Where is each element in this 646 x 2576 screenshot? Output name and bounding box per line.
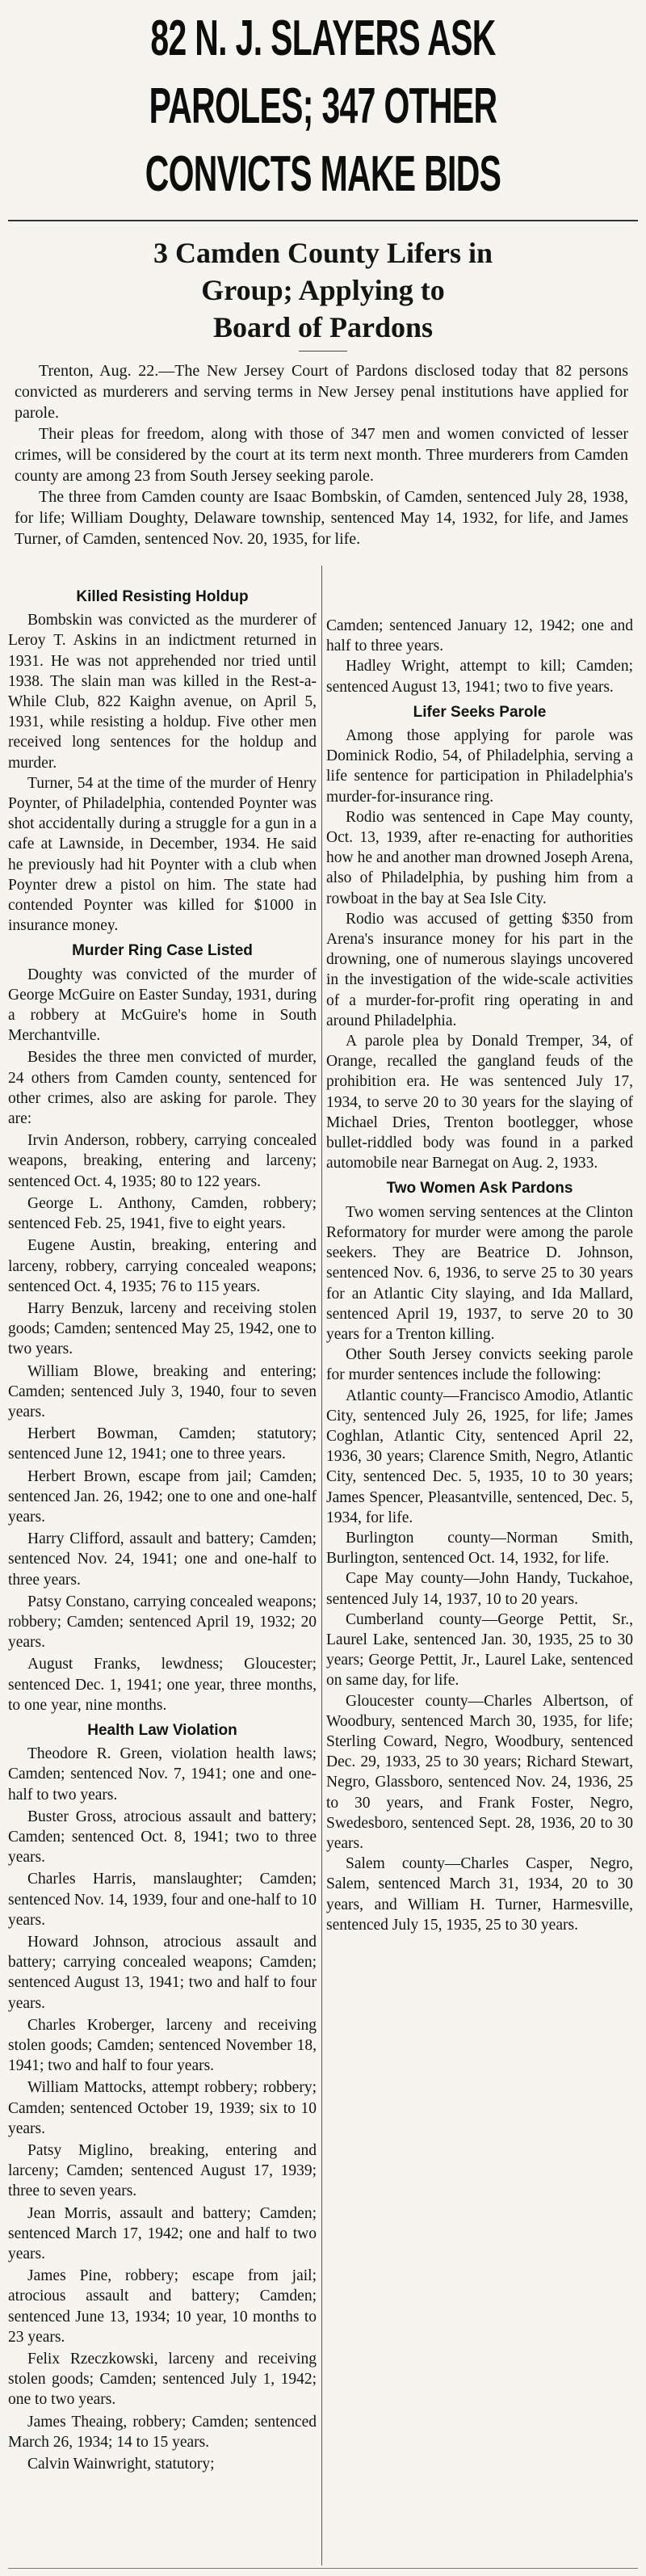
list-item: Harry Clifford, assault and battery; Camden; sentenced Nov. 24, 1941; one and one-half to three years. <box>8 1530 317 1589</box>
subheadline-line: 3 Camden County Lifers in <box>153 237 493 269</box>
section-heading: Health Law Violation <box>87 1721 237 1739</box>
article-paragraph: Turner, 54 at the time of the murder of Henry Poynter, of Philadelphia, contended Poynter was shot accidentally during a struggle for a gun in a cafe at Lawnside, in December, 1934. He said he previously had hit Poynter with a club when Poynter drew a pistol on him. The state had contended Poynter was killed for $1000 in insurance money. <box>8 774 317 935</box>
article-paragraph: Rodio was accused of getting $350 from Arena's insurance money for his part in the drowning, one of numerous slayings uncovered in the investigation of the wide-scale activities of a murder-for-profit ring operating in and around Philadelphia. <box>326 910 633 1029</box>
list-item: Cape May county—John Handy, Tuckahoe, sentenced July 14, 1937, 10 to 20 years. <box>326 1570 633 1608</box>
list-item: Salem county—Charles Casper, Negro, Salem, sentenced March 31, 1934, 20 to 30 years, and William H. Turner, Harmesville, sentenced July 15, 1935, 25 to 30 years. <box>326 1855 633 1934</box>
subheadline-line: Group; Applying to <box>201 274 445 306</box>
list-item: William Blowe, breaking and entering; Camden; sentenced July 3, 1940, four to seven years. <box>8 1362 317 1421</box>
list-item: Burlington county—Norman Smith, Burlington, sentenced Oct. 14, 1932, for life. <box>326 1529 633 1568</box>
article-paragraph: Rodio was sentenced in Cape May county, Oct. 13, 1939, after re-enacting for authorities how he and another man drowned Joseph Arena, also of Philadelphia, by pushing him from a rowboat in the bay at Sea Isle City. <box>326 808 633 907</box>
list-item: Buster Gross, atrocious assault and battery; Camden; sentenced Oct. 8, 1941; two to three years. <box>8 1808 317 1867</box>
article-paragraph: Besides the three men convicted of murder, 24 others from Camden county, sentenced for other crimes, also are asking for parole. They are: <box>8 1049 317 1128</box>
list-item: Theodore R. Green, violation health laws; Camden; sentenced Nov. 7, 1941; one and one-half to two years. <box>8 1745 317 1804</box>
headline-line: PAROLES; 347 OTHER <box>149 78 497 134</box>
headline-rule <box>8 220 638 221</box>
list-item: Jean Morris, assault and battery; Camden; sentenced March 17, 1942; one and half to two years. <box>8 2204 317 2263</box>
list-item: James Theaing, robbery; Camden; sentenced March 26, 1934; 14 to 15 years. <box>8 2413 317 2451</box>
article-paragraph: Hadley Wright, attempt to kill; Camden; sentenced August 13, 1941; two to five years. <box>326 658 633 696</box>
subheadline-line: Board of Pardons <box>212 311 434 343</box>
list-item: Charles Harris, manslaughter; Camden; sentenced Nov. 14, 1939, four and one-half to 10 years. <box>8 1871 317 1929</box>
list-item: Herbert Bowman, Camden; statutory; sentenced June 12, 1941; one to three years. <box>8 1425 317 1463</box>
bottom-rule <box>8 2568 638 2569</box>
list-item: William Mattocks, attempt robbery; robbery; Camden; sentenced October 19, 1939; six to 10 years. <box>8 2079 317 2137</box>
list-item: Eugene Austin, breaking, entering and larceny, robbery, carrying concealed weapons; sentenced Oct. 4, 1935; 76 to 115 years. <box>8 1237 317 1295</box>
list-item: Calvin Wainwright, statutory; <box>27 2456 215 2473</box>
article-paragraph: Bombskin was convicted as the murderer of Leroy T. Askins in an indictment returned in 1931. He was not apprehended nor tried until 1938. The slain man was killed in the Rest-a-While Club, 822 Kaighn avenue, on April 5, 1931, while resisting a holdup. Five other men received long sentences for the holdup and murder. <box>8 612 317 772</box>
headline-line: CONVICTS MAKE BIDS <box>145 146 501 202</box>
section-heading: Lifer Seeks Parole <box>413 703 547 721</box>
subheadline <box>8 234 638 346</box>
list-item: Atlantic county—Francisco Amodio, Atlantic City, sentenced July 26, 1925, for life; James Coghlan, Atlantic City, sentenced April 22, 1936, 30 years; Clarence Smith, Negro, Atlantic City, sentenced Dec. 5, 1935, 10 to 30 years; James Spencer, Pleasantville, sentenced, Dec. 5, 1934, for life. <box>326 1387 633 1526</box>
article-paragraph: Other South Jersey convicts seeking parole for murder sentences include the following: <box>326 1346 633 1384</box>
list-item: Felix Rzeczkowski, larceny and receiving stolen goods; Camden; sentenced July 1, 1942; one to two years. <box>8 2351 317 2409</box>
article-paragraph: Camden; sentenced January 12, 1942; one and half to three years. <box>326 617 633 655</box>
lead-paragraph: Their pleas for freedom, along with those of 347 men and women convicted of lesser crimes, will be considered by the court at its term next month. Three murderers from Camden county are among 23 from South Jersey seeking parole. <box>15 425 628 485</box>
paragraph-list <box>8 965 317 1715</box>
list-item: August Franks, lewdness; Gloucester; sentenced Dec. 1, 1941; one year, three months, to one year, nine months. <box>8 1656 317 1714</box>
lead-paragraph: Trenton, Aug. 22.—The New Jersey Court of Pardons disclosed today that 82 persons convicted as murderers and serving terms in New Jersey penal institutions have applied for parole. <box>15 362 628 422</box>
article-paragraph: Among those applying for parole was Dominick Rodio, 54, of Philadelphia, serving a life sentence for participation in Philadelphia's murder-for-insurance ring. <box>326 727 633 806</box>
article-paragraph: A parole plea by Donald Tremper, 34, of Orange, recalled the gangland feuds of the prohibition era. He was sentenced July 17, 1934, to serve 20 to 30 years for the slaying of Michael Dries, Trenton bootlegger, whose bullet-riddled body was found in a parked automobile near Barnegat on Aug. 2, 1933. <box>326 1033 633 1172</box>
column-divider <box>321 566 322 2565</box>
list-item: Irvin Anderson, robbery, carrying concealed weapons, breaking, entering and larceny; sentenced Oct. 4, 1935; 80 to 122 years. <box>8 1132 317 1190</box>
article-paragraph: Two women serving sentences at the Clinton Reformatory for murder were among the parole seekers. They are Beatrice D. Johnson, sentenced Nov. 6, 1936, to serve 25 to 30 years for an Atlantic City slaying, and Ida Mallard, sentenced April 19, 1937, to serve 20 to 30 years for a Trenton killing. <box>326 1203 633 1343</box>
headline <box>113 5 533 208</box>
paragraph-list <box>8 1744 317 2474</box>
list-item: Gloucester county—Charles Albertson, of Woodbury, sentenced March 30, 1935, for life; Sterling Coward, Negro, Woodbury, sentenced Dec. 29, 1933, 25 to 30 years; Richard Stewart, Negro, Glassboro, sentenced Nov. 24, 1936, 25 to 30 years, and Frank Foster, Negro, Swedesboro, sentenced Sept. 28, 1936, 20 to 30 years. <box>326 1692 633 1852</box>
list-item: Harry Benzuk, larceny and receiving stolen goods; Camden; sentenced May 25, 1942, one to two years. <box>8 1299 317 1358</box>
section-heading: Murder Ring Case Listed <box>72 942 253 960</box>
list-item: George L. Anthony, Camden, robbery; sentenced Feb. 25, 1941, five to eight years. <box>8 1194 317 1233</box>
right-column <box>326 582 633 1935</box>
list-item: Howard Johnson, atrocious assault and battery; carrying concealed weapons; Camden; sentenced August 13, 1941; two and half to four years. <box>8 1934 317 2012</box>
left-column <box>8 582 317 2476</box>
lead-paragraph: The three from Camden county are Isaac Bombskin, of Camden, sentenced July 28, 1938, for life; William Doughty, Delaware township, sentenced May 14, 1932, for life, and James Turner, of Camden, sentenced Nov. 20, 1935, for life. <box>15 488 628 548</box>
list-item: Cumberland county—George Pettit, Sr., Laurel Lake, sentenced Jan. 30, 1935, 25 to 30 years; George Pettit, Jr., Laurel Lake, sentenced on same day, for life. <box>326 1610 633 1690</box>
headline-line: 82 N. J. SLAYERS ASK <box>150 11 496 66</box>
list-item: Patsy Miglino, breaking, entering and larceny; Camden; sentenced August 17, 1939; three to seven years. <box>8 2142 317 2200</box>
list-item: Herbert Brown, escape from jail; Camden; sentenced Jan. 26, 1942; one to one and one-half years. <box>8 1467 317 1526</box>
list-item: James Pine, robbery; escape from jail; atrocious assault and battery; Camden; sentenced June 13, 1934; 10 year, 10 months to 23 years. <box>8 2267 317 2346</box>
list-item: Charles Kroberger, larceny and receiving stolen goods; Camden; sentenced November 18, 1941; two and half to four years. <box>8 2016 317 2075</box>
article-paragraph: Doughty was convicted of the murder of George McGuire on Easter Sunday, 1931, during a robbery at McGuire's home in South Merchantville. <box>8 966 317 1045</box>
section-heading: Killed Resisting Holdup <box>76 588 249 605</box>
lead-paragraphs <box>15 360 628 549</box>
section-heading: Two Women Ask Pardons <box>386 1180 573 1198</box>
list-item: Patsy Constano, carrying concealed weapons; robbery; Camden; sentenced April 19, 1932; 20 years. <box>8 1593 317 1652</box>
